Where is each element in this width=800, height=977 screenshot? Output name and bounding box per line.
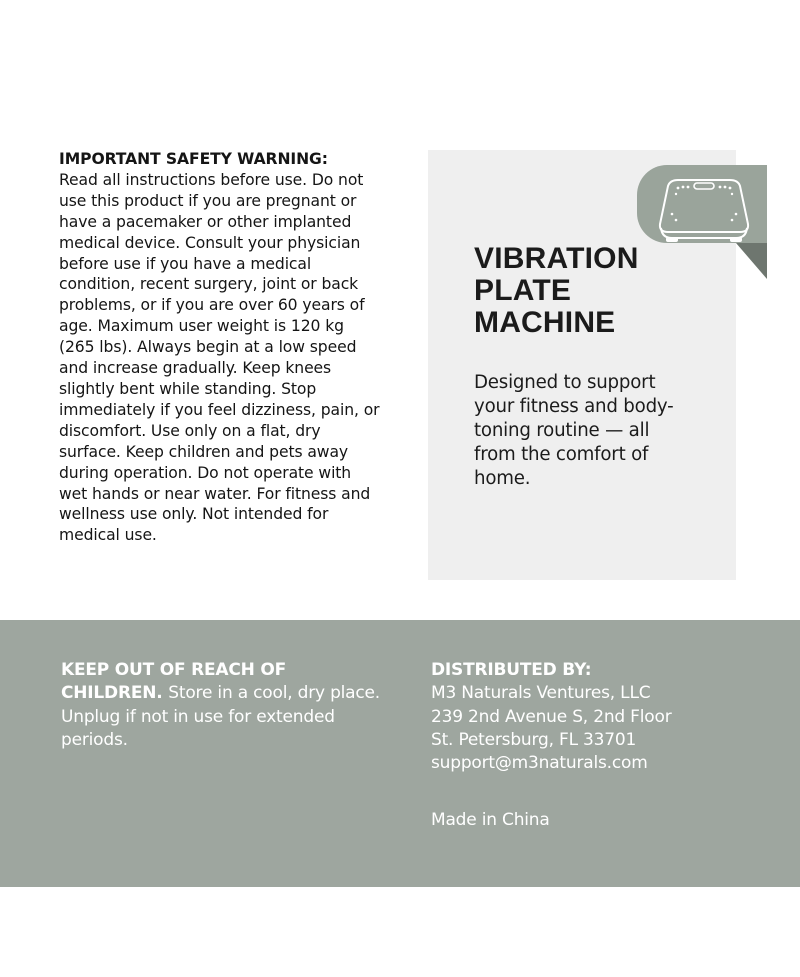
product-title-line: MACHINE xyxy=(474,306,616,339)
keep-out-text: Store in a cool, dry place. Unplug if not in use for extended periods. xyxy=(61,683,381,750)
address-line-2: St. Petersburg, FL 33701 xyxy=(431,729,637,750)
product-title xyxy=(474,243,674,339)
product-title-line: PLATE xyxy=(474,274,572,307)
vibration-plate-icon xyxy=(654,176,754,246)
distributed-by-title: DISTRIBUTED BY: xyxy=(431,660,592,680)
keep-out-notice xyxy=(61,659,381,752)
address-line-1: 239 2nd Avenue S, 2nd Floor xyxy=(431,706,672,727)
safety-warning-title: IMPORTANT SAFETY WARNING: xyxy=(59,150,328,168)
made-in-label: Made in China xyxy=(431,810,550,830)
icon-tab-fold xyxy=(736,243,767,279)
support-email: support@m3naturals.com xyxy=(431,753,648,774)
safety-warning xyxy=(59,149,384,546)
distributor-info xyxy=(431,659,771,775)
safety-warning-body: Read all instructions before use. Do not use this product if you are pregnant or have a pacemaker or other implanted medical device. Consult your physician before use if you have a medical condition, recent surgery, joint or back problems, or if you are over 60 years of age. Maximum user weight is 120 kg (265 lbs). Always begin at a low speed and increase gradually. Keep knees slightly bent while standing. Stop immediately if you feel dizziness, pain, or discomfort. Use only on a flat, dry surface. Keep children and pets away during operation. Do not operate with wet hands or near water. For fitness and wellness use only. Not intended for medical use. xyxy=(59,170,380,545)
keep-out-title: KEEP OUT OF REACH OF CHILDREN. xyxy=(61,660,287,704)
company-name: M3 Naturals Ventures, LLC xyxy=(431,683,651,704)
product-title-line: VIBRATION xyxy=(474,242,639,275)
product-tagline: Designed to support your fitness and body-toning routine — all from the comfort of home. xyxy=(474,372,674,489)
